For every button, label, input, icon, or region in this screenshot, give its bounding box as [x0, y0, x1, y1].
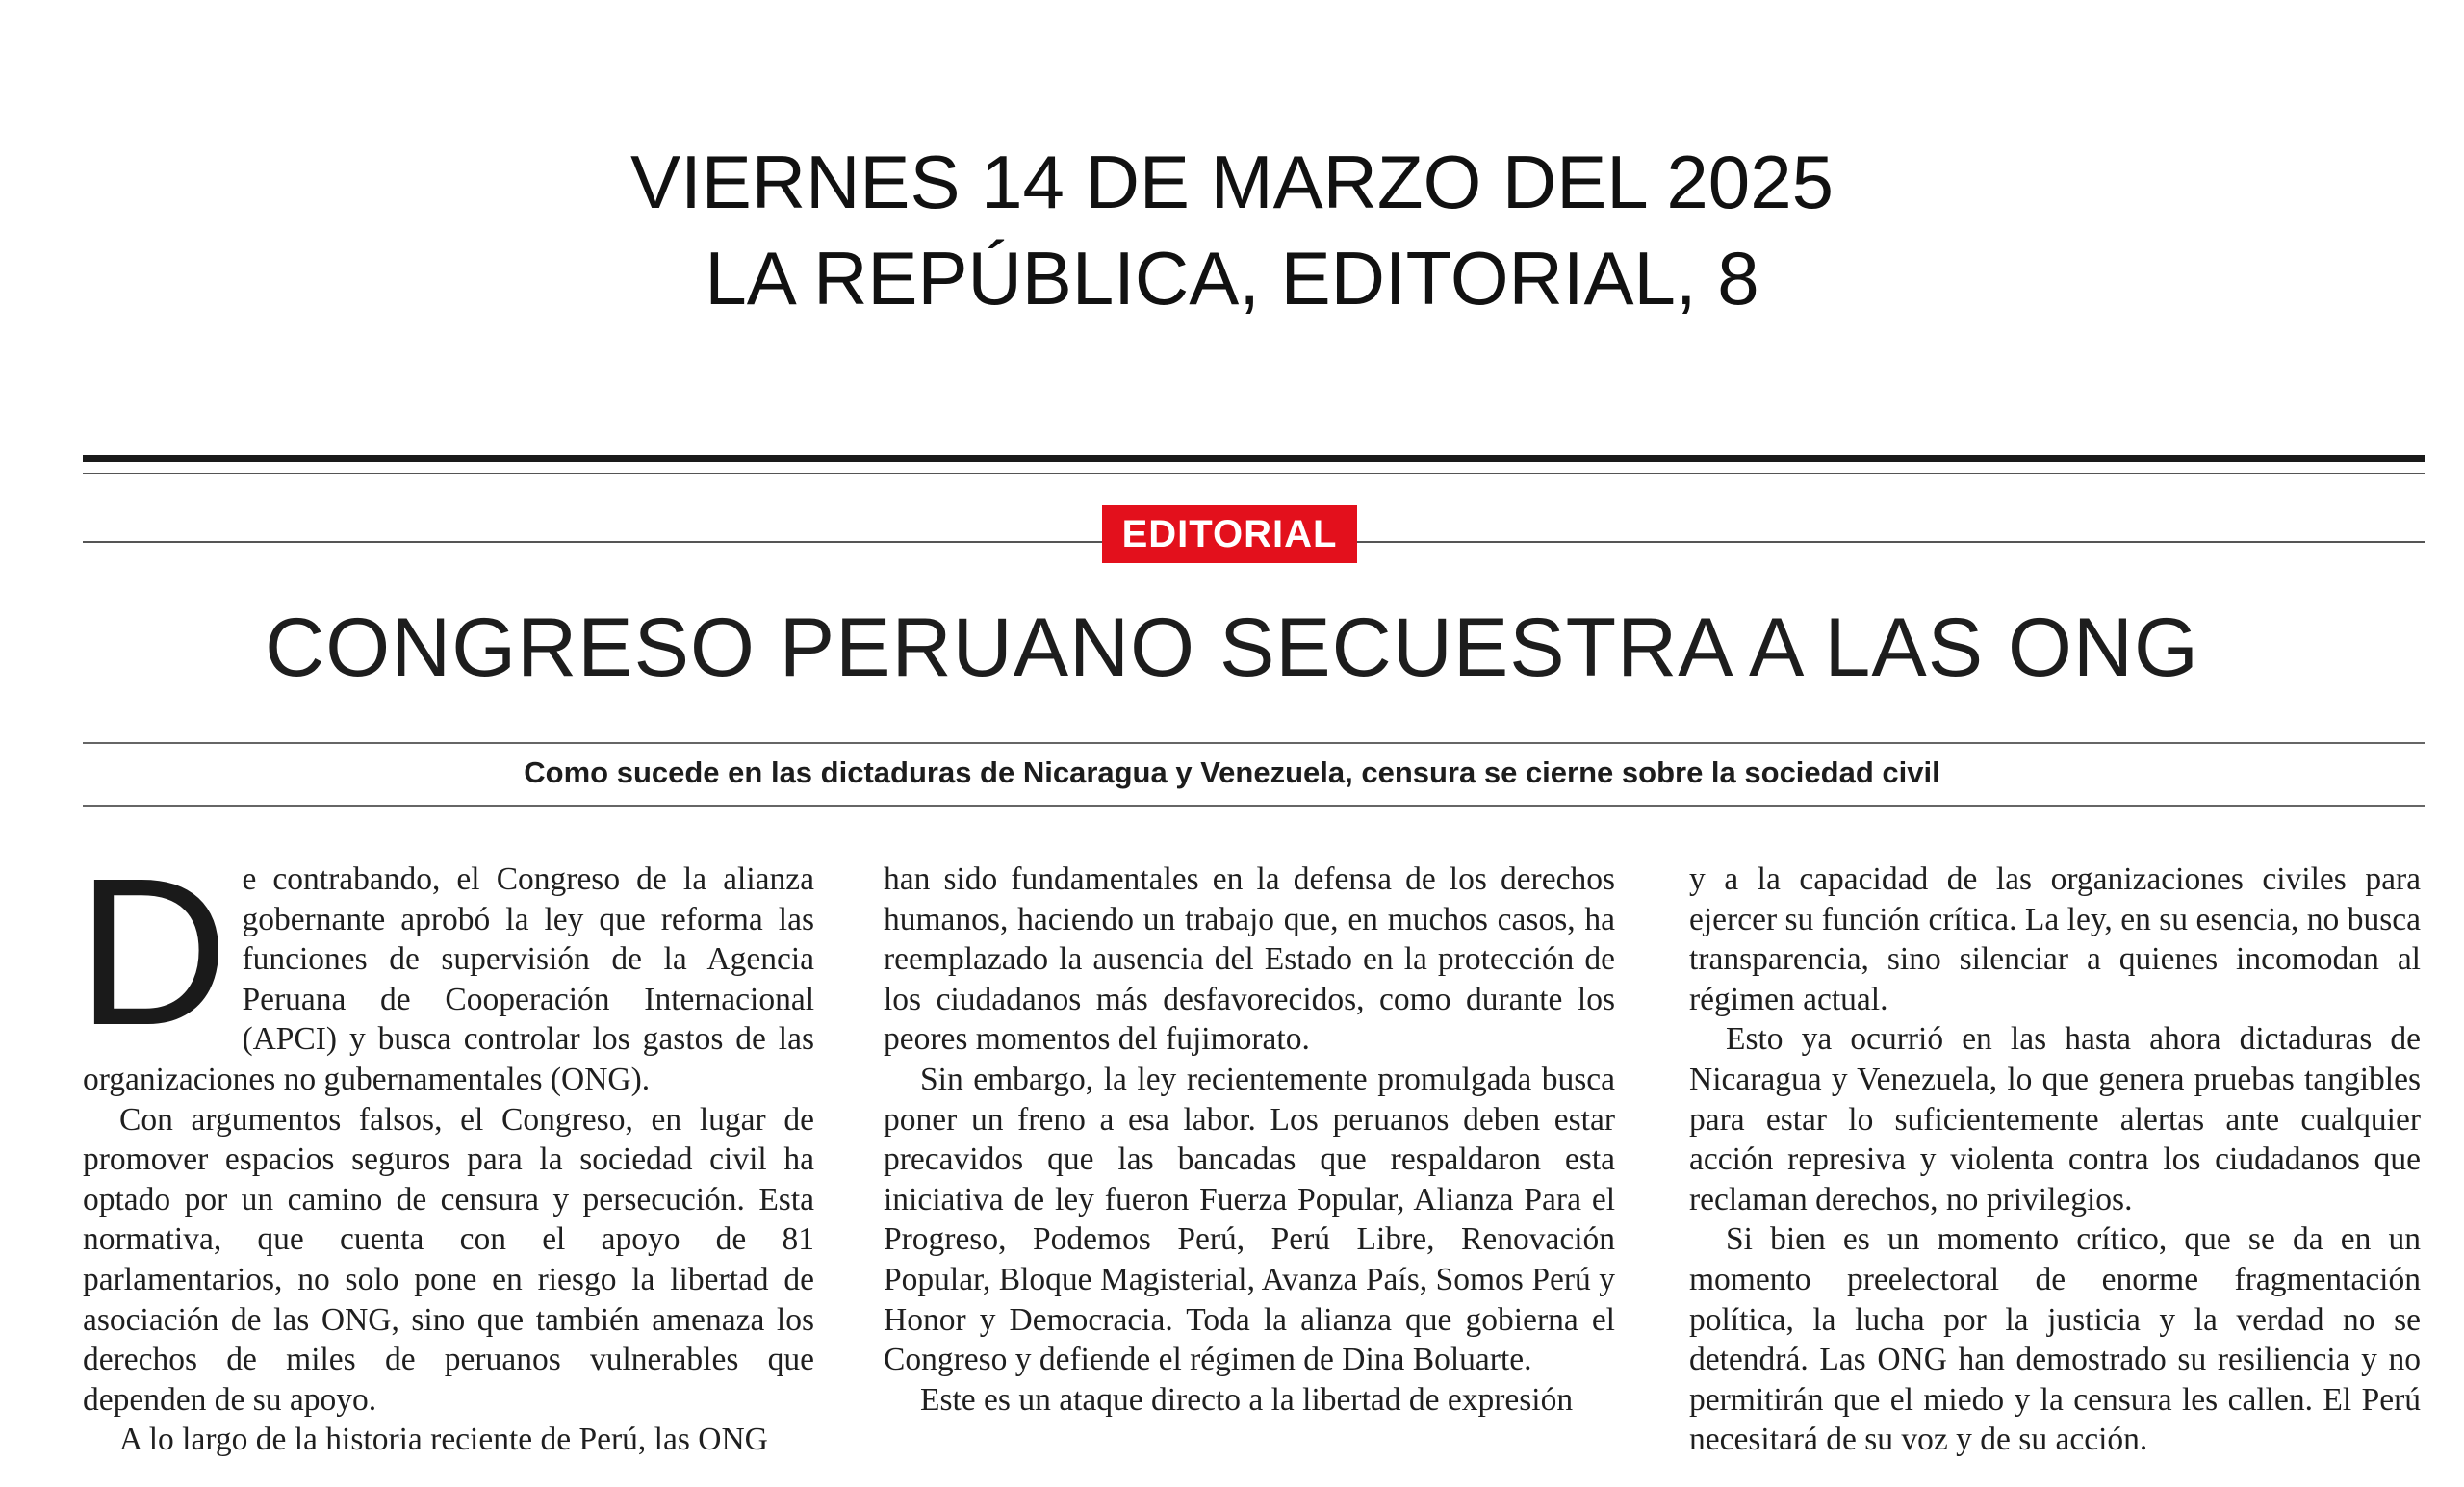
- headline-rule: [83, 742, 2426, 744]
- paragraph: Este es un ataque directo a la libertad de expresión: [920, 1381, 1574, 1418]
- paragraph: Si bien es un momento crítico, que se da en un momento preelectoral de enorme fragmentación política, la lucha por la justicia y la verdad no se detendrá. Las ONG han demostrado su resiliencia y no permitirán que el miedo y la censura les callen. El Perú necesitará de su voz y de su acción.: [1689, 1221, 2421, 1458]
- subheadline-rule: [83, 805, 2426, 807]
- clipping-source: LA REPÚBLICA, EDITORIAL, 8: [705, 236, 1759, 320]
- top-thick-rule: [83, 455, 2426, 462]
- paragraph: han sido fundamentales en la defensa de los derechos humanos, haciendo un trabajo que, en muchos casos, ha reemplazado la ausencia del Estado en la protección de los ciudadanos más desfavorecidos, como durante los peores momentos del fujimorato.: [884, 861, 1615, 1058]
- article-column-1: [77, 835, 814, 1460]
- clipping-date: VIERNES 14 DE MARZO DEL 2025: [630, 140, 1834, 224]
- top-thin-rule: [83, 473, 2426, 474]
- paragraph: Con argumentos falsos, el Congreso, en lugar de promover espacios seguros para la sociedad civil ha optado por un camino de censura y persecución. Esta normativa, que cuenta con el apoyo de 81 parlamentarios, no solo pone en riesgo la libertad de asociación de las ONG, sino que también amenaza los derechos de miles de peruanos vulnerables que dependen de su apoyo.: [83, 1101, 814, 1418]
- paragraph: Esto ya ocurrió en las hasta ahora dictaduras de Nicaragua y Venezuela, lo que genera pruebas tangibles para estar lo suficientemente alertas ante cualquier acción represiva y violenta contra los ciudadanos que reclaman derechos, no privilegios.: [1689, 1021, 2421, 1218]
- article-subheadline: Como sucede en las dictaduras de Nicaragua y Venezuela, censura se cierne sobre la sociedad civil: [524, 756, 1940, 789]
- paragraph: Sin embargo, la ley recientemente promulgada busca poner un freno a esa labor. Los peruanos deben estar precavidos que las bancadas que respaldaron esta iniciativa de ley fueron Fuerza Popular, Alianza Para el Progreso, Podemos Perú, Perú Libre, Renovación Popular, Bloque Magisterial, Avanza País, Somos Perú y Honor y Democracia. Toda la alianza que gobierna el Congreso y defiende el régimen de Dina Boluarte.: [884, 1061, 1615, 1378]
- article-column-3: [1689, 859, 2421, 1460]
- paragraph: [77, 835, 814, 1100]
- article-headline: CONGRESO PERUANO SECUESTRA A LAS ONG: [265, 602, 2199, 694]
- paragraph-text: e contrabando, el Congreso de la alianza gobernante aprobó la ley que reforma las funciones de supervisión de la Agencia Peruana de Cooperación Internacional (APCI) y busca controlar los gastos de las organizaciones no gubernamentales (ONG).: [83, 861, 814, 1097]
- section-kicker: EDITORIAL: [1102, 505, 1357, 563]
- article-column-2: [884, 859, 1615, 1420]
- drop-cap: D: [77, 835, 229, 1069]
- paragraph: y a la capacidad de las organizaciones civiles para ejercer su función crítica. La ley, en su esencia, no busca transparencia, sino silenciar a quienes incomodan al régimen actual.: [1689, 861, 2421, 1017]
- paragraph: A lo largo de la historia reciente de Perú, las ONG: [119, 1422, 768, 1458]
